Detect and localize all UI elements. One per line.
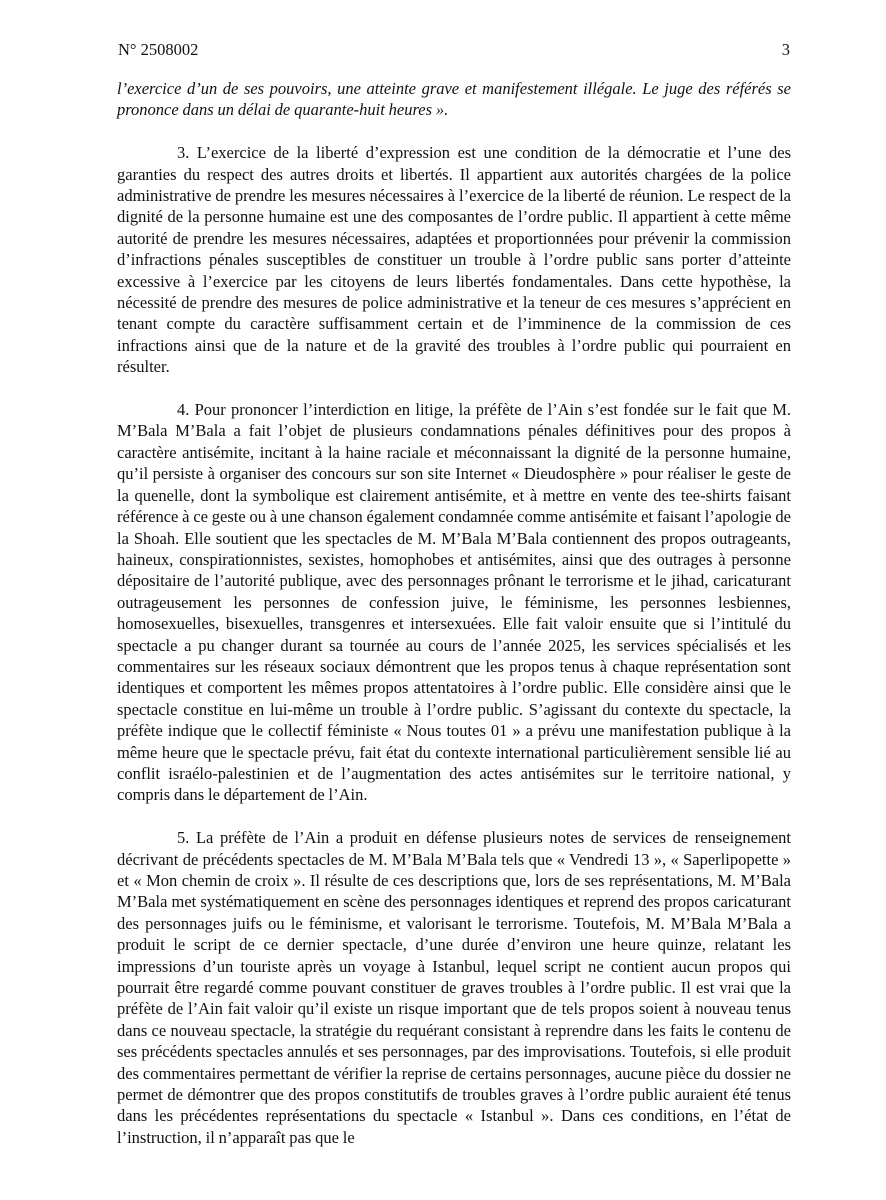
- paragraph-3: 3. L’exercice de la liberté d’expression est une condition de la démocratie et l’une des garanties du respect des autres droits et libertés. Il appartient aux autorités chargées de la police administrative de prendre les mesures nécessaires à l’exercice de la liberté de réunion. Le respect de la dignité de la personne humaine est une des composantes de l’ordre public. Il appartient à cette même autorité de prendre les mesures nécessaires, adaptées et proportionnées pour prévenir la commission d’infractions pénales susceptibles de constituer un trouble à l’ordre public sans porter d’atteinte excessive à l’exercice par les citoyens de leurs libertés fondamentales. Dans cette hypothèse, la nécessité de prendre des mesures de police administrative et la teneur de ces mesures s’apprécient en tenant compte du caractère suffisamment certain et de l’imminence de la commission de ces infractions ainsi que de la nature et de la gravité des troubles à l’ordre public qui pourraient en résulter.: [117, 143, 791, 377]
- page-header: [118, 40, 790, 64]
- document-body: [117, 78, 791, 1170]
- page-number: 3: [781, 40, 790, 59]
- paragraph-continuation: l’exercice d’un de ses pouvoirs, une atteinte grave et manifestement illégale. Le juge des référés se prononce dans un délai de quarante-huit heures ».: [117, 79, 791, 120]
- case-number: N° 2508002: [118, 40, 199, 59]
- paragraph-4: 4. Pour prononcer l’interdiction en litige, la préfète de l’Ain s’est fondée sur le fait que M. M’Bala M’Bala a fait l’objet de plusieurs condamnations pénales définitives pour des propos à caractère antisémite, incitant à la haine raciale et méconnaissant la dignité de la personne humaine, qu’il persiste à organiser des concours sur son site Internet « Dieudosphère » pour réaliser le geste de la quenelle, dont la symbolique est clairement antisémite, et à mettre en vente des tee-shirts faisant référence à ce geste ou à une chanson également condamnée comme antisémite et faisant l’apologie de la Shoah. Elle soutient que les spectacles de M. M’Bala M’Bala contiennent des propos outrageants, haineux, conspirationnistes, sexistes, homophobes et antisémites, ainsi que des outrages à personne dépositaire de l’autorité publique, avec des personnages prônant le terrorisme et le jihad, caricaturant outrageusement les personnes de confession juive, le féminisme, les personnes lesbiennes, homosexuelles, bisexuelles, transgenres et intersexuées. Elle fait valoir ensuite que si l’intitulé du spectacle a pu changer durant sa tournée au cours de l’année 2025, les services spécialisés et les commentaires sur les réseaux sociaux démontrent que les propos tenus à chaque représentation sont identiques et comportent les mêmes propos attentatoires à l’ordre public. Elle considère ainsi que le spectacle constitue en lui-même un trouble à l’ordre public. S’agissant du contexte du spectacle, la préfète indique que le collectif féministe « Nous toutes 01 » a prévu une manifestation publique à la même heure que le spectacle prévu, fait état du contexte international particulièrement sensible lié au conflit israélo-palestinien et de l’augmentation des actes antisémites sur le territoire national, y compris dans le département de l’Ain.: [117, 400, 791, 805]
- paragraph-5: 5. La préfète de l’Ain a produit en défense plusieurs notes de services de renseignement décrivant de précédents spectacles de M. M’Bala M’Bala tels que « Vendredi 13 », « Saperlipopette » et « Mon chemin de croix ». Il résulte de ces descriptions que, lors de ses représentations, M. M’Bala M’Bala met systématiquement en scène des personnages identiques et reprend des propos caricaturant des personnages juifs ou le féminisme, et valorisant le terrorisme. Toutefois, M. M’Bala M’Bala a produit le script de ce dernier spectacle, d’une durée d’environ une heure quinze, relatant les impressions d’un touriste après un voyage à Istanbul, lequel script ne contient aucun propos qui pourrait être regardé comme pouvant constituer de graves troubles à l’ordre public. Il est vrai que la préfète de l’Ain fait valoir qu’il existe un risque important que de tels propos soient à nouveau tenus dans ce nouveau spectacle, la stratégie du requérant consistant à reprendre dans les faits le contenu de ses précédents spectacles annulés et ses personnages, par des improvisations. Toutefois, si elle produit des commentaires permettant de vérifier la reprise de certains personnages, aucune pièce du dossier ne permet de démontrer que des propos constitutifs de troubles graves à l’ordre public auraient été tenus dans les précédentes représentations du spectacle « Istanbul ». Dans ces conditions, en l’état de l’instruction, il n’apparaît pas que le: [117, 828, 791, 1147]
